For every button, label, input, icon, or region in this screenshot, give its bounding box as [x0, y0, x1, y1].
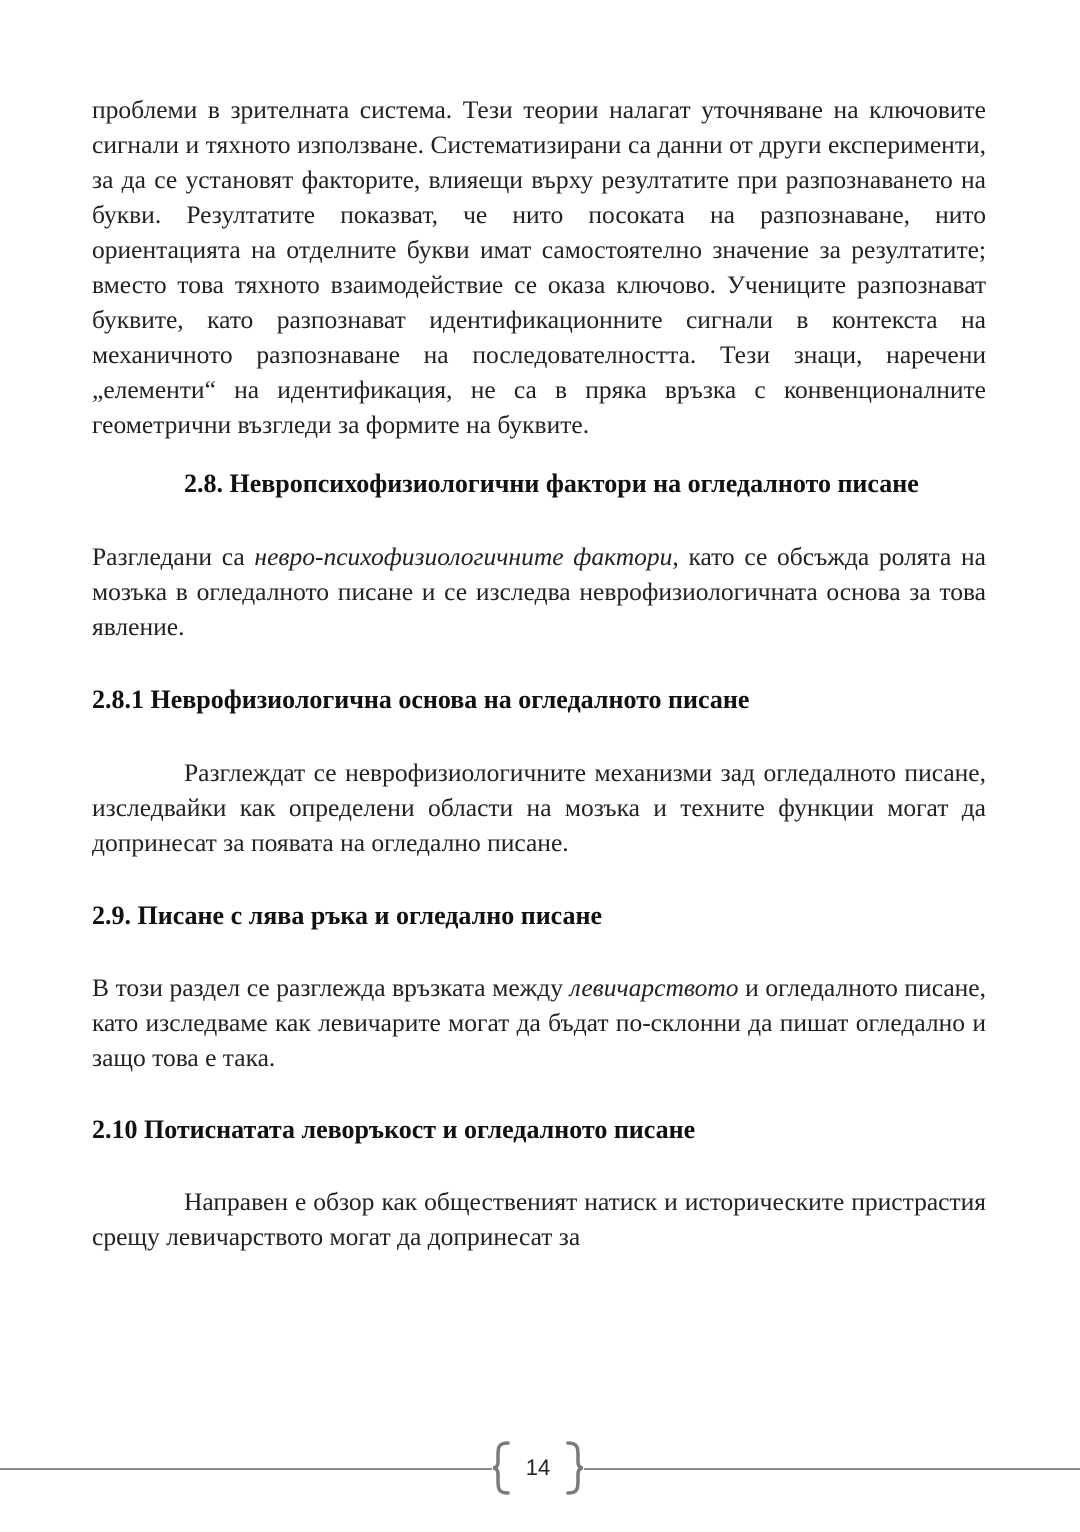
paragraph-2-rest: , като се обсъжда ролята на мозъка в огледалното писане и се изследва неврофизиологичната основа за това явление. [92, 542, 986, 641]
section-heading-2-8-1: 2.8.1 Неврофизиологична основа на огледалното писане [92, 685, 750, 714]
section-heading-2-9: 2.9. Писане с лява ръка и огледално писане [92, 901, 603, 930]
document-page [92, 92, 986, 1254]
body-paragraph-1: проблеми в зрителната система. Тези теории налагат уточняване на ключовите сигнали и тяхното използване. Систематизирани са данни от други експерименти, за да се установят факторите, влияещи върху резултатите при разпознаването на букви. Резултатите показват, че нито посоката на разпознаване, нито ориентацията на отделните букви имат самостоятелно значение за резултатите; вместо това тяхното взаимодействие се оказа ключово. Учениците разпознават буквите, като разпознават идентификационните сигнали в контекста на механичното разпознаване на последователността. Тези знаци, наречени „елементи“ на идентификация, не са в пряка връзка с конвенционалните геометрични възгледи за формите на буквите. [92, 95, 986, 439]
footer-rule-right [584, 1468, 1080, 1470]
section-heading-2-8: 2.8. Невропсихофизиологични фактори на огледалното писане [184, 469, 919, 498]
page-number: 14 [525, 1455, 551, 1480]
page-number-bracket [492, 1440, 584, 1496]
paragraph-2-lead: Разгледани са [92, 542, 255, 571]
body-paragraph-2 [92, 539, 986, 644]
paragraph-4-italic-term: левичарството [569, 973, 739, 1002]
body-paragraph-5: Направен е обзор как общественият натиск и историческите пристрастия срещу левичарството могат да допринесат за [92, 1187, 986, 1251]
paragraph-4-lead: В този раздел се разглежда връзката между [92, 973, 570, 1002]
paragraph-4-rest: и огледалното писане, като изследваме как левичарите могат да бъдат по-склонни да пишат огледално и защо това е така. [92, 973, 986, 1072]
body-paragraph-4 [92, 970, 986, 1075]
footer-rule-left [0, 1468, 492, 1470]
paragraph-2-italic-term: невро-психофизиологичните фактори [254, 542, 673, 571]
section-heading-2-10: 2.10 Потиснатата леворъкост и огледалното писане [92, 1115, 696, 1144]
body-paragraph-3: Разглеждат се неврофизиологичните механизми зад огледалното писане, изследвайки как определени области на мозъка и техните функции могат да допринесат за появата на огледално писане. [92, 758, 986, 857]
